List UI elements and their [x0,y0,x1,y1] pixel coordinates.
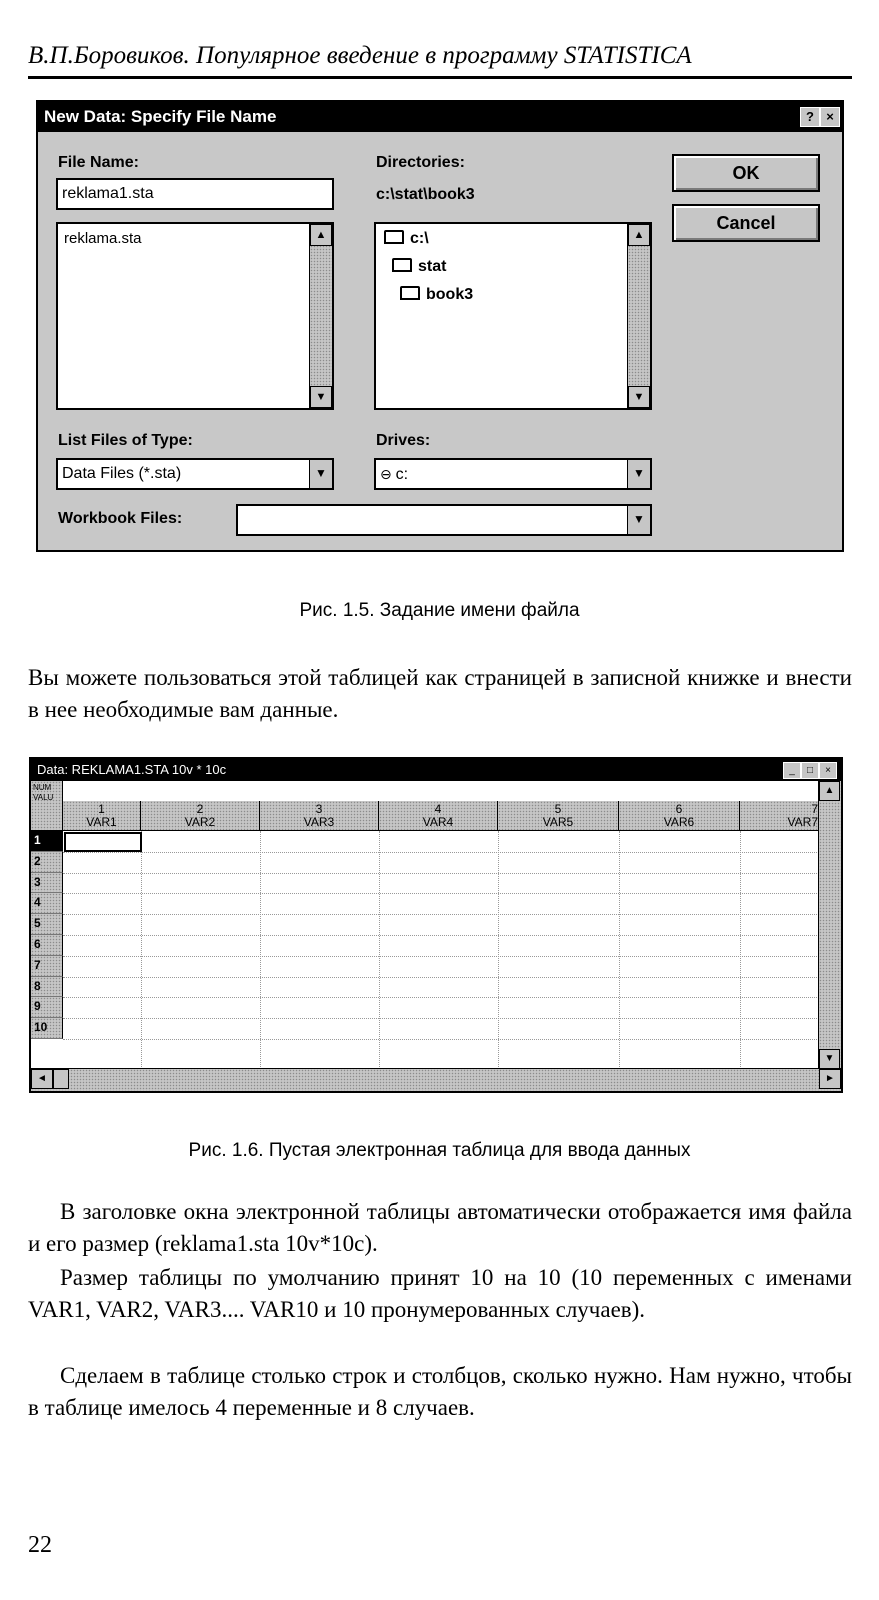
row-header[interactable]: 7 [31,956,63,977]
column-header[interactable]: 4 VAR4 [379,801,498,831]
grid-line [63,893,819,894]
directories-listbox[interactable] [374,222,652,410]
grid-line [379,831,380,1069]
row-header[interactable]: 3 [31,873,63,894]
file-listbox[interactable] [56,222,334,410]
directories-scrollbar[interactable] [627,224,650,408]
maximize-icon[interactable]: □ [801,762,819,779]
spreadsheet-title-bar [31,759,841,781]
row-header[interactable]: 6 [31,935,63,956]
corner-label-top: NUM [33,783,52,792]
paragraph-default-size: Размер таблицы по умолчанию принят 10 на 10 (10 переменных с именами VAR1, VAR2, VAR3.... VAR10 и 10 пронумерованных случаев). [28,1265,852,1322]
header-rule [28,76,852,79]
dir-item-root[interactable]: c:\ [384,230,429,248]
grid-line [63,935,819,936]
file-name-input[interactable]: reklama1.sta [56,178,334,210]
column-header[interactable]: 7 VAR7 [740,801,821,831]
help-button[interactable]: ? [800,107,820,127]
cell-edit-strip[interactable] [63,781,841,802]
grid-line [141,831,142,1069]
dir-item-book3[interactable]: book3 [400,286,473,304]
row-header[interactable]: 10 [31,1018,63,1039]
open-folder-icon [392,258,412,272]
drives-value: c: [395,466,409,483]
row-header[interactable]: 1 [31,831,63,852]
paragraph-title-info: В заголовке окна электронной таблицы автоматически отображается имя файла и его размер (reklama1.sta 10v*10c). [28,1199,852,1256]
figure-caption-1-5: Рис. 1.5. Задание имени файла [299,600,580,621]
figure-caption-1-6: Рис. 1.6. Пустая электронная таблица для ввода данных [188,1140,691,1161]
column-header[interactable]: 1 VAR1 [63,801,141,831]
grid-line [63,1018,819,1019]
close-button[interactable]: × [820,107,840,127]
grid-line [260,831,261,1069]
column-header[interactable]: 5 VAR5 [498,801,619,831]
column-header[interactable]: 3 VAR3 [260,801,379,831]
chevron-down-icon[interactable]: ▼ [627,460,650,488]
drive-icon: ⊖ [380,466,396,482]
directories-path: c:\stat\book3 [376,186,475,203]
list-type-label: List Files of Type: [58,432,193,449]
list-type-select[interactable] [56,458,334,490]
grid-line [63,914,819,915]
paragraph-intro: Вы можете пользоваться этой таблицей как страницей в записной книжке и внести в нее необходимые вам данные. [28,665,852,722]
grid-line [619,831,620,1069]
grid-line [63,956,819,957]
dialog-title-bar [38,102,842,132]
scroll-up-icon[interactable]: ▲ [628,224,650,246]
spreadsheet-title: Data: REKLAMA1.STA 10v * 10c [37,762,227,777]
grid-line [498,831,499,1069]
scroll-thumb[interactable] [53,1069,69,1089]
row-header[interactable]: 4 [31,893,63,914]
scroll-right-icon[interactable]: ► [819,1069,841,1089]
chevron-down-icon[interactable]: ▼ [309,460,332,488]
scroll-down-icon[interactable]: ▼ [310,386,332,408]
dir-item-stat[interactable]: stat [392,258,446,276]
minimize-icon[interactable]: _ [783,762,801,779]
scroll-left-icon[interactable]: ◄ [31,1069,53,1089]
open-folder-icon [400,286,420,300]
drives-label: Drives: [376,432,431,449]
grid-line [63,852,819,853]
workbook-select[interactable] [236,504,652,536]
corner-label-bottom: VALU [33,793,54,802]
scroll-up-icon[interactable]: ▲ [310,224,332,246]
scroll-down-icon[interactable]: ▼ [628,386,650,408]
running-header: В.П.Боровиков. Популярное введение в программу STATISTICA [28,42,692,69]
directories-label: Directories: [376,154,465,171]
open-folder-icon [384,230,404,244]
file-list-scrollbar[interactable] [309,224,332,408]
cancel-button[interactable]: Cancel [672,204,820,242]
grid-line [740,831,741,1069]
row-header[interactable]: 9 [31,997,63,1018]
row-header[interactable]: 2 [31,852,63,873]
spreadsheet-vertical-scrollbar[interactable] [818,781,841,1069]
chevron-down-icon[interactable]: ▼ [627,506,650,534]
paragraph-resize: Сделаем в таблице столько строк и столбцов, сколько нужно. Нам нужно, чтобы в таблице имелось 4 переменные и 8 случаев. [28,1363,852,1420]
dialog-title: New Data: Specify File Name [44,107,277,126]
corner-cell[interactable] [31,781,63,831]
ok-button[interactable]: OK [672,154,820,192]
scroll-up-icon[interactable]: ▲ [819,781,840,801]
grid-line [63,873,819,874]
file-name-label: File Name: [58,154,139,171]
spreadsheet-horizontal-scrollbar[interactable] [31,1068,841,1091]
page-number: 22 [28,1532,52,1558]
active-cell[interactable] [64,832,142,852]
column-header[interactable]: 6 VAR6 [619,801,740,831]
new-data-dialog [36,100,844,552]
row-header[interactable]: 5 [31,914,63,935]
workbook-label: Workbook Files: [58,510,183,527]
grid-line [63,1039,819,1040]
close-icon[interactable]: × [819,762,837,779]
row-header[interactable]: 8 [31,977,63,998]
list-type-value: Data Files (*.sta) [62,465,182,482]
grid-line [63,997,819,998]
column-header[interactable]: 2 VAR2 [141,801,260,831]
data-spreadsheet-window [29,757,843,1093]
drives-select[interactable] [374,458,652,490]
file-list-item[interactable]: reklama.sta [64,230,142,247]
scroll-down-icon[interactable]: ▼ [819,1049,840,1069]
grid-line [63,977,819,978]
